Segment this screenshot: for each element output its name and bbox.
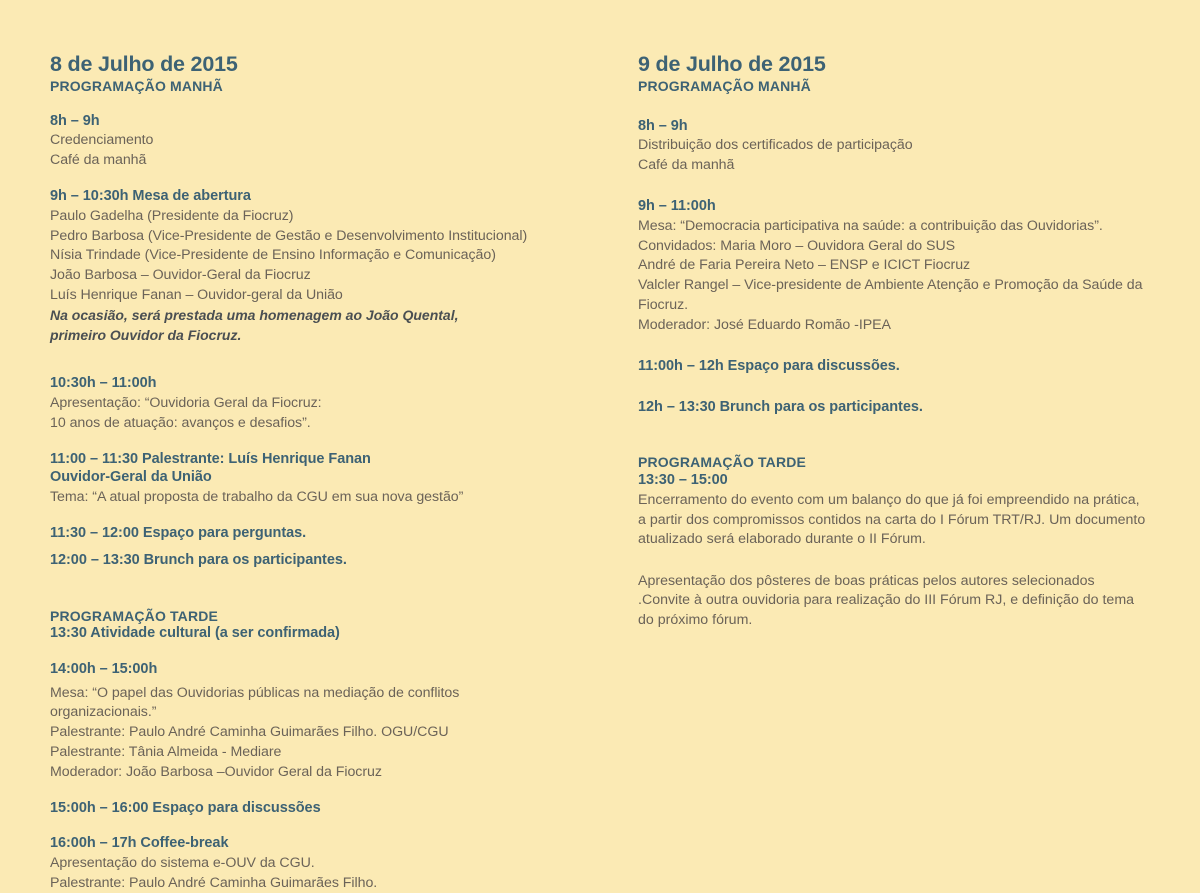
slot-detail: Café da manhã — [50, 152, 147, 169]
slot-detail: Palestrante: Paulo André Caminha Guimarães Filho. OGU/CGU — [50, 724, 449, 741]
day1-date-title: 8 de Julho de 2015 — [50, 52, 238, 76]
slot-detail: Moderador: José Eduardo Romão -IPEA — [638, 317, 891, 334]
day1-morning-slot-5 — [50, 524, 570, 543]
day1-morning-slot-4 — [50, 450, 570, 507]
slot-detail: Fiocruz. — [638, 297, 689, 314]
day2-column — [638, 0, 1148, 630]
slot-time: 11:00 – 11:30 Palestrante: Luís Henrique Fanan — [50, 450, 371, 467]
slot-time: 10:30h – 11:00h — [50, 375, 157, 392]
day1-afternoon-slot-4 — [50, 834, 570, 892]
slot-detail: Café da manhã — [638, 157, 735, 174]
slot-detail: Moderador: João Barbosa –Ouvidor Geral da Fiocruz — [50, 764, 382, 781]
slot-detail: André de Faria Pereira Neto – ENSP e ICICT Fiocruz — [638, 257, 971, 274]
day1-afternoon-slot-2 — [50, 660, 570, 782]
slot-time: 15:00h – 16:00 Espaço para discussões — [50, 799, 321, 816]
slot-paragraph: Encerramento do evento com um balanço do que já foi empreendido na prática, a partir dos compromissos contidos na carta do I Fórum TRT/RJ. Um documento atualizado será elaborado durante o II Fórum. — [638, 492, 1146, 548]
slot-detail: Nísia Trindade (Vice-Presidente de Ensino Informação e Comunicação) — [50, 247, 496, 264]
day1-afternoon-slot-3 — [50, 799, 570, 818]
day2-afternoon-label: PROGRAMAÇÃO TARDE — [638, 454, 806, 471]
day2-afternoon-section — [638, 454, 1148, 630]
day2-morning-slot-3 — [638, 357, 1148, 376]
slot-detail: Apresentação: “Ouvidoria Geral da Fiocruz: — [50, 394, 322, 411]
day1-column — [50, 0, 570, 893]
slot-time: 11:00h – 12h Espaço para discussões. — [638, 357, 900, 374]
slot-detail: organizacionais.” — [50, 704, 157, 721]
day1-afternoon-label: PROGRAMAÇÃO TARDE — [50, 607, 218, 624]
slot-detail: João Barbosa – Ouvidor-Geral da Fiocruz — [50, 267, 311, 284]
day2-morning-slot-2 — [638, 197, 1148, 335]
slot-detail: Palestrante: Tânia Almeida - Mediare — [50, 744, 282, 761]
day2-morning-label: PROGRAMAÇÃO MANHÃ — [638, 78, 811, 95]
slot-time: 16:00h – 17h Coffee-break — [50, 835, 229, 852]
slot-detail: Valcler Rangel – Vice-presidente de Ambiente Atenção e Promoção da Saúde da — [638, 277, 1143, 294]
day2-morning-slot-4 — [638, 398, 1148, 417]
slot-detail: Convidados: Maria Moro – Ouvidora Geral do SUS — [638, 237, 956, 254]
slot-time: 8h – 9h — [638, 117, 688, 134]
slot-speaker-role: Ouvidor-Geral da União — [50, 469, 212, 486]
slot-detail: 10 anos de atuação: avanços e desafios”. — [50, 414, 311, 431]
slot-time: 11:30 – 12:00 Espaço para perguntas. — [50, 524, 307, 541]
slot-detail: Palestrante: Paulo André Caminha Guimarães Filho. — [50, 874, 378, 891]
day2-morning-slot-1 — [638, 117, 1148, 175]
slot-time: 13:30 Atividade cultural (a ser confirmada) — [50, 625, 340, 642]
day1-morning-slot-1 — [50, 112, 570, 170]
slot-time: 9h – 11:00h — [638, 198, 716, 215]
day1-morning-slot-6 — [50, 551, 570, 570]
slot-detail: Paulo Gadelha (Presidente da Fiocruz) — [50, 207, 294, 224]
slot-detail: Credenciamento — [50, 132, 154, 149]
slot-detail: Luís Henrique Fanan – Ouvidor-geral da União — [50, 287, 343, 304]
slot-paragraph: Apresentação dos pôsteres de boas práticas pelos autores selecionados .Convite à outra ouvidoria para realização do III Fórum RJ, e definição do tema do próximo fórum. — [638, 572, 1135, 628]
slot-time: 12h – 13:30 Brunch para os participantes. — [638, 398, 923, 415]
slot-time: 14:00h – 15:00h — [50, 661, 158, 678]
slot-detail: Tema: “A atual proposta de trabalho da CGU em sua nova gestão” — [50, 488, 464, 505]
slot-time: 8h – 9h — [50, 112, 100, 129]
day1-morning-slot-2 — [50, 187, 570, 344]
slot-detail: Pedro Barbosa (Vice-Presidente de Gestão e Desenvolvimento Institucional) — [50, 227, 528, 244]
day2-date-title: 9 de Julho de 2015 — [638, 52, 826, 76]
slot-time: 9h – 10:30h Mesa de abertura — [50, 188, 251, 205]
slot-note: primeiro Ouvidor da Fiocruz. — [50, 326, 242, 343]
slot-note: Na ocasião, será prestada uma homenagem ao João Quental, — [50, 307, 459, 324]
slot-time: 13:30 – 15:00 — [638, 471, 728, 488]
day1-morning-label: PROGRAMAÇÃO MANHÃ — [50, 78, 223, 95]
day1-morning-slot-3 — [50, 374, 570, 432]
slot-detail: Apresentação do sistema e-OUV da CGU. — [50, 855, 315, 872]
slot-detail: Mesa: “Democracia participativa na saúde: a contribuição das Ouvidorias”. — [638, 217, 1103, 234]
day1-afternoon-section — [50, 608, 570, 643]
slot-detail: Distribuição dos certificados de participação — [638, 137, 913, 154]
slot-time: 12:00 – 13:30 Brunch para os participantes. — [50, 552, 347, 569]
slot-detail: Mesa: “O papel das Ouvidorias públicas na mediação de conflitos — [50, 684, 460, 701]
